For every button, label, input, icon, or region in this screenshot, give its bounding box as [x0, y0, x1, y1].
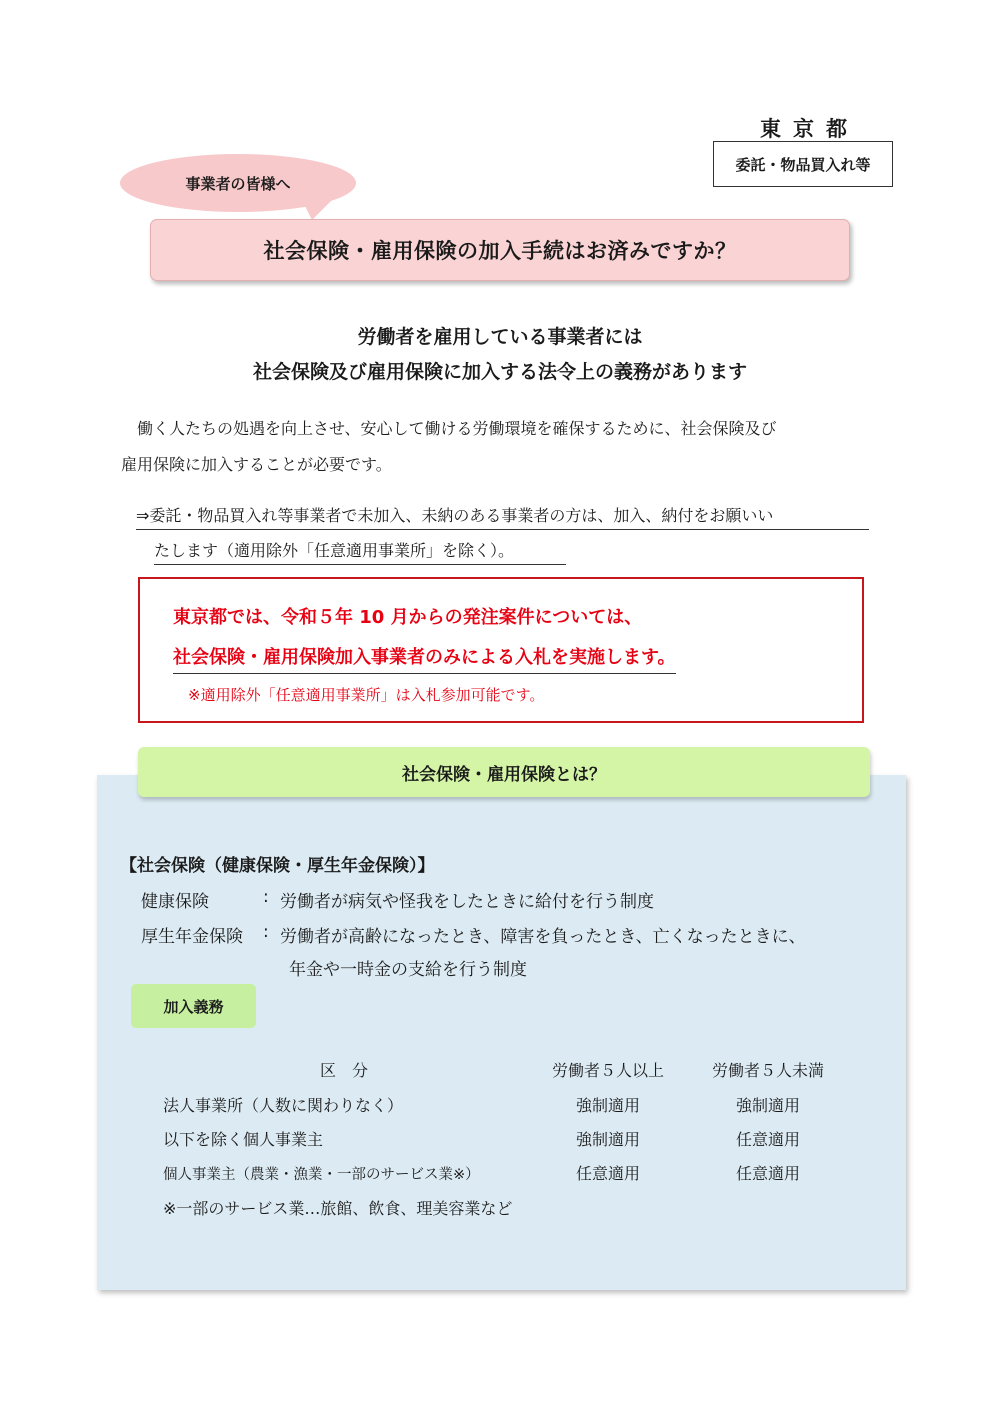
about-banner — [138, 747, 870, 797]
about-title: 社会保険・雇用保険とは？ — [402, 764, 606, 785]
notice-line-1: 東京都では、令和５年 10 月からの発注案件については、 — [173, 607, 643, 628]
obligation-tag — [131, 984, 256, 1028]
lead-line-2: 社会保険及び雇用保険に加入する法令上の義務があります — [252, 361, 747, 383]
table-cell: 強制適用 — [575, 1096, 640, 1115]
request-line-1: ⇒委託・物品買入れ等事業者で未加入、未納のある事業者の方は、加入、納付をお願いい — [136, 503, 869, 530]
audience-label: 事業者の皆様へ — [185, 174, 291, 193]
obligation-tag-label: 加入義務 — [163, 997, 224, 1016]
table-cell: 強制適用 — [575, 1130, 640, 1149]
table-header-category: 区 分 — [319, 1061, 368, 1080]
definition-desc-health: 労働者が病気や怪我をしたときに給付を行う制度 — [280, 892, 654, 912]
table-row-label: 以下を除く個人事業主 — [163, 1130, 324, 1149]
category-label: 委託・物品買入れ等 — [735, 155, 871, 174]
headline-text: 社会保険・雇用保険の加入手続はお済みですか？ — [263, 239, 737, 263]
definition-desc-pension-cont: 年金や一時金の支給を行う制度 — [289, 960, 527, 980]
table-cell: 強制適用 — [735, 1096, 800, 1115]
table-cell: 任意適用 — [735, 1130, 800, 1149]
category-label-box — [713, 141, 893, 187]
definition-term-pension: 厚生年金保険 — [141, 927, 243, 947]
table-row-label: 個人事業主（農業・漁業・一部のサービス業※） — [163, 1167, 480, 1183]
definition-colon: : — [263, 887, 269, 907]
table-cell: 任意適用 — [735, 1164, 800, 1183]
organization-name: 東京都 — [760, 117, 859, 141]
definition-term-health: 健康保険 — [141, 892, 209, 912]
lead-line-1: 労働者を雇用している事業者には — [357, 326, 643, 348]
notice-note: ※適用除外「任意適用事業所」は入札参加可能です。 — [188, 686, 545, 704]
table-cell: 任意適用 — [575, 1164, 640, 1183]
section-heading: 【社会保険（健康保険・厚生年金保険）】 — [120, 856, 435, 876]
intro-line-2: 雇用保険に加入することが必要です。 — [121, 455, 392, 474]
request-line-2-wrap — [154, 538, 566, 565]
definition-desc-pension: 労働者が高齢になったとき、障害を負ったとき、亡くなったときに、 — [280, 927, 806, 947]
request-line-2: たします（適用除外「任意適用事業所」を除く）。 — [154, 538, 566, 565]
table-header-under-5: 労働者５人未満 — [711, 1061, 824, 1080]
headline-banner — [150, 219, 850, 281]
table-header-5-or-more: 労働者５人以上 — [551, 1061, 664, 1080]
intro-line-1: 働く人たちの処遇を向上させ、安心して働ける労働環境を確保するために、社会保険及び — [121, 419, 777, 438]
request-line-1-wrap — [136, 503, 869, 530]
definition-colon: : — [263, 922, 269, 942]
table-footnote: ※一部のサービス業…旅館、飲食、理美容業など — [163, 1199, 513, 1218]
table-row-label: 法人事業所（人数に関わりなく） — [163, 1096, 404, 1115]
notice-line-2: 社会保険・雇用保険加入事業者のみによる入札を実施します。 — [173, 643, 676, 674]
